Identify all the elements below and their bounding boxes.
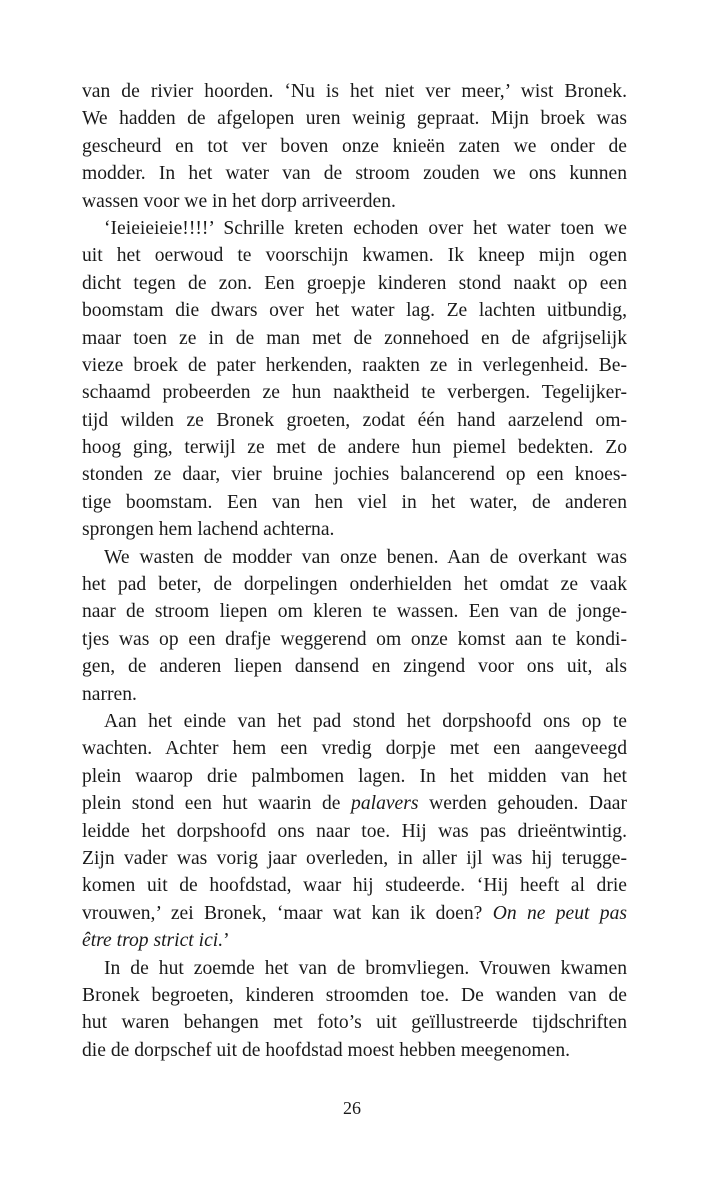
text-line: komen uit de hoofdstad, waar hij studeerde. ‘Hij heeft al drie <box>82 875 627 897</box>
text-line: Aan het einde van het pad stond het dorpshoofd ons op te <box>104 710 627 732</box>
text-line: We wasten de modder van onze benen. Aan de overkant was <box>104 546 627 568</box>
text-line: boomstam die dwars over het water lag. Ze lachten uitbundig, <box>82 300 627 322</box>
text-line: gen, de anderen liepen dansend en zingend voor ons uit, als <box>82 656 627 678</box>
paragraph <box>82 78 627 215</box>
text-line: stonden ze daar, vier bruine jochies balancerend op een knoes- <box>82 464 627 486</box>
text-line: modder. In het water van de stroom zouden we ons kunnen <box>82 163 627 185</box>
text-line: Bronek begroeten, kinderen stroomden toe. De wanden van de <box>82 984 627 1006</box>
text-line: sprongen hem lachend achterna. <box>82 519 335 541</box>
paragraph <box>82 708 627 955</box>
text-line: maar toen ze in de man met de zonnehoed en de afgrijselijk <box>82 327 627 349</box>
text-line: hut waren behangen met foto’s uit geïllustreerde tijdschriften <box>82 1012 627 1034</box>
text-line: dicht tegen de zon. Een groepje kinderen stond naakt op een <box>82 272 627 294</box>
book-page-text <box>82 78 627 1064</box>
text-line: uit het oerwoud te voorschijn kwamen. Ik kneep mijn ogen <box>82 245 627 267</box>
text-line: vrouwen,’ zei Bronek, ‘maar wat kan ik doen? On ne peut pas <box>82 902 627 924</box>
text-line: hoog ging, terwijl ze met de andere hun piemel bedekten. Zo <box>82 437 627 459</box>
text-line: We hadden de afgelopen uren weinig gepraat. Mijn broek was <box>82 108 627 130</box>
text-line: het pad beter, de dorpelingen onderhielden het omdat ze vaak <box>82 574 627 596</box>
paragraph <box>82 544 627 708</box>
text-line: gescheurd en tot ver boven onze knieën zaten we onder de <box>82 135 627 157</box>
text-line: schaamd probeerden ze hun naaktheid te verbergen. Tegelijker- <box>82 382 627 404</box>
text-line: plein waarop drie palmbomen lagen. In het midden van het <box>82 765 627 787</box>
text-line: ‘Ieieieieie!!!!’ Schrille kreten echoden over het water toen we <box>104 217 627 239</box>
text-line: tige boomstam. Een van hen viel in het water, de anderen <box>82 491 627 513</box>
text-line: leidde het dorpshoofd ons naar toe. Hij was pas drieëntwintig. <box>82 820 627 842</box>
text-line: In de hut zoemde het van de bromvliegen. Vrouwen kwamen <box>104 957 627 979</box>
text-line: narren. <box>82 683 137 705</box>
text-line: vieze broek de pater herkenden, raakten ze in verlegenheid. Be- <box>82 354 627 376</box>
paragraph <box>82 955 627 1065</box>
italic-text: palavers <box>351 793 419 815</box>
paragraph <box>82 215 627 544</box>
text-line: Zijn vader was vorig jaar overleden, in aller ijl was hij terugge- <box>82 847 627 869</box>
italic-text: être trop strict ici. <box>82 930 224 952</box>
text-line: wassen voor we in het dorp arriveerden. <box>82 190 396 212</box>
text-line: être trop strict ici.’ <box>82 930 230 952</box>
page-number: 26 <box>343 1098 361 1118</box>
text-line: wachten. Achter hem een vredig dorpje met een aangeveegd <box>82 738 627 760</box>
italic-text: On ne peut pas <box>492 902 627 924</box>
text-line: plein stond een hut waarin de palavers werden gehouden. Daar <box>82 793 627 815</box>
text-line: van de rivier hoorden. ‘Nu is het niet ver meer,’ wist Bronek. <box>82 81 627 102</box>
text-line: die de dorpschef uit de hoofdstad moest hebben meegenomen. <box>82 1039 571 1061</box>
text-line: tijd wilden ze Bronek groeten, zodat één hand aarzelend om- <box>82 409 627 431</box>
text-line: naar de stroom liepen om kleren te wassen. Een van de jonge- <box>82 601 627 623</box>
text-line: tjes was op een drafje weggerend om onze komst aan te kondi- <box>82 628 627 650</box>
